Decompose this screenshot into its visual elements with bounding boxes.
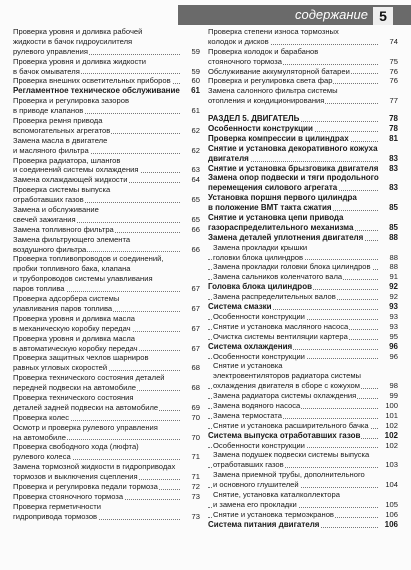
- toc-entry[interactable]: [208, 173, 398, 193]
- toc-entry-text: Особенности конструкции: [213, 311, 305, 321]
- toc-page-number: 96: [389, 351, 398, 361]
- toc-entry-text: воздушного фильтра: [13, 244, 87, 254]
- toc-entry[interactable]: [208, 490, 398, 510]
- toc-entry-text: Регламентное техническое обслуживание: [13, 86, 180, 96]
- toc-page-number: 81: [389, 133, 398, 143]
- toc-entry[interactable]: [208, 262, 398, 272]
- toc-entry-text: Замена приемной трубы, дополнительного: [213, 470, 365, 480]
- toc-page-number: 62: [191, 125, 200, 135]
- toc-page-number: 67: [191, 323, 200, 333]
- toc-entry-text: и соединений системы охлаждения: [13, 165, 139, 175]
- toc-page-number: 88: [389, 252, 398, 262]
- toc-entry-text: Замена водяного насоса: [213, 400, 301, 410]
- toc-entry[interactable]: [13, 136, 200, 156]
- toc-page-number: 83: [389, 153, 398, 163]
- toc-page-number: 65: [191, 214, 200, 224]
- toc-entry-text: Проверка свободного хода (люфта): [13, 442, 139, 452]
- toc-page-number: 76: [389, 66, 398, 76]
- toc-entry-text: и основного глушителей: [213, 480, 299, 490]
- toc-entry[interactable]: [208, 213, 398, 233]
- toc-entry[interactable]: [208, 421, 398, 431]
- toc-entry-text: Проверка технического состояния деталей: [13, 373, 165, 383]
- toc-entry[interactable]: [13, 314, 200, 334]
- toc-entry-text: в положение ВМТ такта сжатия: [208, 203, 332, 213]
- toc-entry-text: Снятие и установка цепи привода: [208, 213, 344, 223]
- toc-entry-text: головки блока цилиндров: [213, 252, 304, 262]
- toc-entry-text: в механическую коробку передач: [13, 323, 131, 333]
- toc-entry-text: электровентиляторов радиатора системы: [213, 371, 362, 381]
- toc-entry-text: Проверка радиатора, шлангов: [13, 155, 121, 165]
- toc-page-number: 70: [191, 432, 200, 442]
- toc-entry-text: Очистка системы вентиляции картера: [213, 331, 348, 341]
- toc-page-number: 102: [385, 440, 398, 450]
- toc-entry-text: улавливания паров топлива: [13, 303, 113, 313]
- toc-entry-text: свечей зажигания: [13, 214, 76, 224]
- toc-page-number: 106: [384, 519, 398, 529]
- toc-page-number: 100: [385, 400, 398, 410]
- toc-entry[interactable]: [208, 322, 398, 332]
- toc-entry-text: Замена опор подвески и тяги продольного: [208, 173, 379, 183]
- section-spacer: [208, 106, 398, 114]
- toc-page-number: 76: [389, 76, 398, 86]
- toc-entry-text: Особенности конструкции: [213, 351, 305, 361]
- toc-page-number: 85: [389, 203, 398, 213]
- toc-entry-text: Замена радиатора системы охлаждения: [213, 391, 357, 401]
- toc-entry-text: отработавших газов: [213, 460, 284, 470]
- toc-entry-text: Особенности конструкции: [208, 124, 313, 134]
- toc-entry[interactable]: [13, 76, 200, 86]
- toc-entry[interactable]: [208, 352, 398, 362]
- toc-page-number: 93: [389, 302, 398, 312]
- toc-page-number: 73: [191, 511, 200, 521]
- toc-entry[interactable]: [208, 450, 398, 470]
- toc-page-number: 88: [389, 232, 398, 242]
- toc-entry[interactable]: [208, 76, 398, 86]
- toc-entry-text: и трубопроводов системы улавливания: [13, 274, 153, 284]
- toc-entry[interactable]: [208, 144, 398, 164]
- toc-entry[interactable]: [208, 272, 398, 282]
- toc-entry-text: Снятие и установка: [213, 361, 283, 371]
- toc-entry[interactable]: [208, 312, 398, 322]
- toc-entry-text: Установка поршня первого цилиндра: [208, 193, 357, 203]
- toc-page-number: 77: [389, 96, 398, 106]
- toc-page-number: 102: [384, 430, 398, 440]
- toc-entry-text: Проверка компрессии в цилиндрах: [208, 133, 349, 143]
- toc-entry-text: Снятие, установка каталколлектора: [213, 489, 340, 499]
- toc-entry-text: равных угловых скоростей: [13, 363, 108, 373]
- toc-entry[interactable]: [208, 441, 398, 451]
- toc-entry-text: в автоматическую коробку передач: [13, 343, 138, 353]
- toc-right-column: [208, 27, 398, 530]
- toc-entry[interactable]: [13, 156, 200, 176]
- toc-entry[interactable]: [208, 520, 398, 530]
- toc-page-number: 96: [389, 341, 398, 351]
- toc-entry-text: Особенности конструкции: [213, 440, 305, 450]
- toc-page-number: 83: [389, 163, 398, 173]
- toc-page-number: 60: [191, 76, 200, 86]
- toc-page-number: 75: [389, 56, 398, 66]
- toc-page-number: 92: [389, 282, 398, 292]
- toc-entry-text: перемещения силового агрегата: [208, 183, 338, 193]
- toc-entry[interactable]: [208, 470, 398, 490]
- toc-entry-text: паров топлива: [13, 284, 65, 294]
- toc-entry[interactable]: [208, 193, 398, 213]
- toc-page-number: 67: [191, 343, 200, 353]
- toc-entry-text: Проверка и регулировка света фар: [208, 76, 333, 86]
- toc-page-number: 102: [385, 420, 398, 430]
- toc-page-number: 65: [191, 195, 200, 205]
- toc-page-number: 78: [389, 114, 398, 124]
- toc-page-number: 93: [389, 321, 398, 331]
- toc-entry[interactable]: [13, 116, 200, 136]
- toc-page-number: 105: [385, 499, 398, 509]
- toc-entry[interactable]: [13, 57, 200, 77]
- toc-entry-text: Снятие и установка декоративного кожуха: [208, 143, 378, 153]
- toc-entry-text: Снятие и установка расширительного бачка: [213, 420, 369, 430]
- toc-entry-text: вспомогательных агрегатов: [13, 125, 111, 135]
- toc-entry-text: деталей задней подвески на автомобиле: [13, 402, 159, 412]
- toc-page-number: 95: [389, 331, 398, 341]
- toc-entry-text: Система питания двигателя: [208, 519, 320, 529]
- toc-page-number: 71: [191, 452, 200, 462]
- toc-entry-text: Обслуживание аккумуляторной батареи: [208, 66, 350, 76]
- toc-page-number: 93: [389, 311, 398, 321]
- toc-page-number: 91: [389, 272, 398, 282]
- toc-entry[interactable]: [13, 373, 200, 393]
- toc-entry-text: Проверка топливопроводов и соединений,: [13, 254, 164, 264]
- toc-page-number: 72: [191, 481, 200, 491]
- toc-page-number: 106: [385, 509, 398, 519]
- toc-entry-text: Замена прокладки головки блока цилиндров: [213, 262, 371, 272]
- toc-entry[interactable]: [208, 67, 398, 77]
- toc-page-number: 92: [389, 292, 398, 302]
- toc-entry-text: передней подвески на автомобиле: [13, 383, 136, 393]
- toc-entry-text: Проверка уровня и доливка масла: [13, 313, 135, 323]
- toc-entry[interactable]: [13, 442, 200, 462]
- toc-entry[interactable]: [208, 124, 398, 134]
- toc-page-number: 63: [191, 165, 200, 175]
- toc-entry-text: гидропривода тормозов: [13, 511, 98, 521]
- toc-entry-text: в приводе клапанов: [13, 106, 84, 116]
- toc-page-number: 68: [191, 383, 200, 393]
- toc-entry-text: Проверка системы выпуска: [13, 185, 111, 195]
- toc-entry-text: Снятие и установка масляного насоса: [213, 321, 349, 331]
- toc-entry-text: на автомобиле: [13, 432, 66, 442]
- toc-entry[interactable]: [208, 391, 398, 401]
- toc-entry-text: Замена фильтрующего элемента: [13, 234, 131, 244]
- toc-entry[interactable]: [208, 282, 398, 292]
- toc-entry-text: отработавших газов: [13, 195, 84, 205]
- toc-entry-text: Проверка адсорбера системы: [13, 294, 120, 304]
- toc-page-number: 61: [191, 106, 200, 116]
- toc-entry-text: Замена подушек подвески системы выпуска: [213, 450, 370, 460]
- toc-left-column: [13, 27, 200, 522]
- toc-entry-text: РАЗДЕЛ 5. ДВИГАТЕЛЬ: [208, 114, 300, 124]
- toc-entry[interactable]: [13, 393, 200, 413]
- toc-page-number: 78: [389, 124, 398, 134]
- toc-entry-text: пробки топливного бака, клапана: [13, 264, 131, 274]
- toc-page-number: 88: [389, 262, 398, 272]
- toc-entry-text: Проверка и регулировка зазоров: [13, 96, 130, 106]
- toc-entry-text: Система выпуска отработавших газов: [208, 430, 361, 440]
- toc-entry[interactable]: [13, 334, 200, 354]
- toc-entry[interactable]: [208, 86, 398, 106]
- toc-entry[interactable]: [208, 342, 398, 352]
- toc-entry-text: и масляного фильтра: [13, 145, 89, 155]
- toc-page-number: 66: [191, 244, 200, 254]
- toc-page-number: 64: [191, 175, 200, 185]
- toc-entry-text: Проверка защитных чехлов шарниров: [13, 353, 149, 363]
- toc-entry[interactable]: [13, 235, 200, 255]
- toc-entry-text: Проверка ремня привода: [13, 116, 103, 126]
- toc-entry[interactable]: [13, 353, 200, 373]
- toc-entry[interactable]: [13, 502, 200, 522]
- toc-entry[interactable]: [13, 462, 200, 482]
- toc-entry-text: Замена деталей уплотнения двигателя: [208, 232, 364, 242]
- toc-entry-text: Замена охлаждающей жидкости: [13, 175, 128, 185]
- toc-page-number: 104: [385, 480, 398, 490]
- toc-page-number: 71: [191, 472, 200, 482]
- toc-entry[interactable]: [13, 175, 200, 185]
- toc-page-number: 98: [389, 381, 398, 391]
- toc-entry-text: Проверка стояночного тормоза: [13, 491, 124, 501]
- toc-entry-text: Замена сальников коленчатого вала: [213, 272, 343, 282]
- toc-entry[interactable]: [208, 164, 398, 174]
- toc-page-number: 68: [191, 363, 200, 373]
- toc-page-number: 99: [389, 391, 398, 401]
- toc-entry[interactable]: [13, 492, 200, 502]
- toc-entry[interactable]: [208, 47, 398, 67]
- toc-entry[interactable]: [13, 205, 200, 225]
- page-number: 5: [373, 7, 393, 25]
- toc-entry-text: Проверка технического состояния: [13, 392, 134, 402]
- toc-entry-text: отопления и кондиционирования: [208, 96, 325, 106]
- toc-page-number: 67: [191, 284, 200, 294]
- toc-entry-text: Проверка уровня и доливка масла: [13, 333, 135, 343]
- toc-page-number: 85: [389, 222, 398, 232]
- toc-entry[interactable]: [208, 27, 398, 47]
- toc-entry[interactable]: [208, 134, 398, 144]
- toc-entry[interactable]: [13, 423, 200, 443]
- toc-entry-text: в бачок омывателя: [13, 66, 80, 76]
- toc-entry[interactable]: [13, 413, 200, 423]
- toc-entry[interactable]: [13, 482, 200, 492]
- toc-entry-text: Замена топливного фильтра: [13, 224, 114, 234]
- toc-entry[interactable]: [208, 332, 398, 342]
- toc-entry[interactable]: [208, 114, 398, 124]
- toc-entry[interactable]: [13, 254, 200, 294]
- toc-entry[interactable]: [13, 96, 200, 116]
- toc-entry-text: стояночного тормоза: [208, 56, 282, 66]
- toc-entry-text: рулевого управления: [13, 46, 88, 56]
- toc-entry[interactable]: [208, 233, 398, 243]
- toc-page-number: 66: [191, 224, 200, 234]
- toc-entry-text: Проверка колодок и барабанов: [208, 46, 319, 56]
- toc-entry-text: Проверка и регулировка педали тормоза: [13, 481, 158, 491]
- toc-page-number: 67: [191, 303, 200, 313]
- toc-entry-text: Снятие и установка брызговика двигателя: [208, 163, 379, 173]
- toc-page-number: 101: [385, 410, 398, 420]
- toc-entry[interactable]: [208, 431, 398, 441]
- toc-entry[interactable]: [208, 302, 398, 312]
- toc-entry-text: колодок и дисков: [208, 36, 269, 46]
- toc-entry-text: Проверка уровня и доливка рабочей: [13, 27, 143, 36]
- toc-entry[interactable]: [13, 27, 200, 57]
- toc-entry-text: и замена его прокладки: [213, 499, 297, 509]
- toc-page-number: 74: [389, 36, 398, 46]
- toc-entry[interactable]: [13, 86, 200, 96]
- toc-entry-text: Система охлаждения: [208, 341, 293, 351]
- toc-entry[interactable]: [208, 292, 398, 302]
- toc-entry-text: Проверка колес: [13, 412, 70, 422]
- toc-entry-text: Снятие и установка термоэкранов: [213, 509, 334, 519]
- toc-entry-text: охлаждения двигателя в сборе с кожухом: [213, 381, 361, 391]
- toc-entry[interactable]: [208, 411, 398, 421]
- toc-entry-text: Проверка внешних осветительных приборов: [13, 76, 171, 86]
- toc-entry-text: Замена термостата: [213, 410, 282, 420]
- toc-entry-text: Замена тормозной жидкости в гидроприводах: [13, 462, 176, 472]
- toc-entry-text: Замена распределительных валов: [213, 292, 336, 302]
- toc-entry-text: Замена прокладки крышки: [213, 242, 308, 252]
- toc-page-number: 62: [191, 145, 200, 155]
- toc-entry-text: Осмотр и проверка рулевого управления: [13, 422, 158, 432]
- toc-page-number: 73: [191, 491, 200, 501]
- toc-page-number: 69: [191, 402, 200, 412]
- toc-entry-text: двигателя: [208, 153, 249, 163]
- toc-entry-text: рулевого колеса: [13, 452, 71, 462]
- toc-entry-text: тормозов и выключения сцепления: [13, 472, 138, 482]
- toc-entry-text: Проверка герметичности: [13, 501, 101, 511]
- toc-page-number: 103: [385, 460, 398, 470]
- toc-entry-text: Замена и обслуживание: [13, 205, 99, 215]
- toc-entry[interactable]: [13, 185, 200, 205]
- toc-entry-text: газораспределительного механизма: [208, 222, 354, 232]
- toc-page-number: 70: [191, 412, 200, 422]
- toc-entry[interactable]: [13, 294, 200, 314]
- toc-entry-text: Замена масла в двигателе: [13, 135, 108, 145]
- toc-page-number: 83: [389, 183, 398, 193]
- toc-entry-text: Головка блока цилиндров: [208, 282, 312, 292]
- toc-entry[interactable]: [208, 243, 398, 263]
- toc-page-number: 61: [191, 86, 200, 96]
- toc-entry[interactable]: [208, 401, 398, 411]
- toc-page-number: 59: [191, 66, 200, 76]
- toc-entry-text: Проверка степени износа тормозных: [208, 27, 339, 36]
- toc-entry[interactable]: [13, 225, 200, 235]
- toc-page-number: 59: [191, 46, 200, 56]
- toc-entry-text: Проверка уровня и доливка жидкости: [13, 56, 146, 66]
- toc-entry-text: Замена салонного фильтра системы: [208, 86, 338, 96]
- toc-entry-text: жидкости в бачок гидроусилителя: [13, 36, 133, 46]
- toc-entry[interactable]: [208, 510, 398, 520]
- toc-entry[interactable]: [208, 361, 398, 391]
- toc-entry-text: Система смазки: [208, 302, 272, 312]
- section-title: содержание: [294, 7, 368, 22]
